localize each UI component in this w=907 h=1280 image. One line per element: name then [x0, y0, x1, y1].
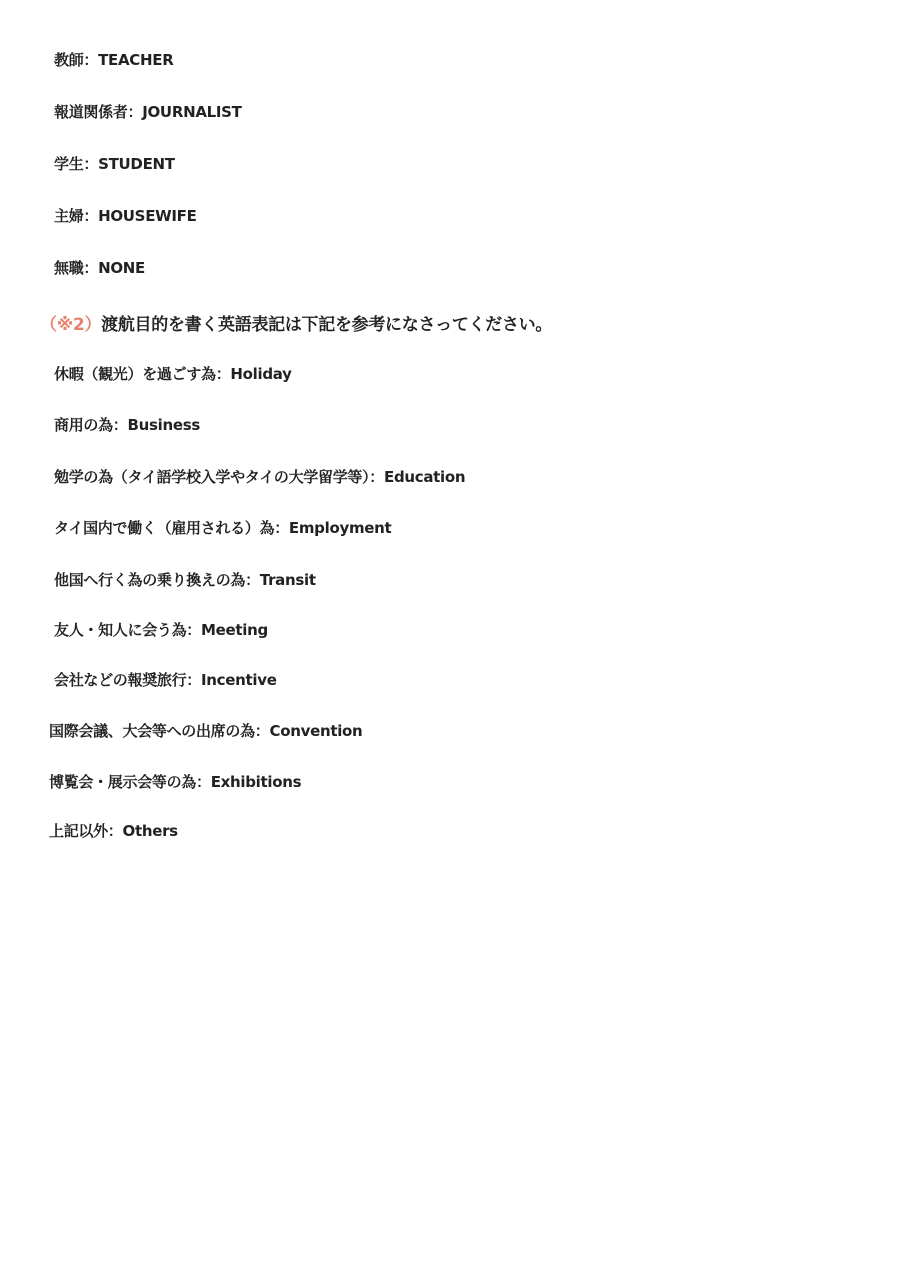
purpose-education: 勉学の為（タイ語学校入学やタイの大学留学等）：Education	[54, 468, 466, 486]
note-2-text: 渡航目的を書く英語表記は下記を参考になさってください。	[101, 315, 553, 335]
note-2-mark: （※2）	[40, 315, 102, 335]
occupation-student: 学生：STUDENT	[54, 155, 175, 173]
purpose-meeting: 友人・知人に会う為：Meeting	[54, 621, 268, 639]
purpose-employment: タイ国内で働く（雇用される）為：Employment	[54, 519, 392, 537]
occupation-housewife: 主婦：HOUSEWIFE	[54, 207, 197, 225]
purpose-convention: 国際会議、大会等への出席の為：Convention	[49, 722, 363, 740]
purpose-incentive: 会社などの報奨旅行：Incentive	[54, 671, 277, 689]
purpose-business: 商用の為：Business	[54, 416, 200, 434]
occupation-none: 無職：NONE	[54, 259, 146, 277]
occupation-teacher: 教師：TEACHER	[54, 51, 174, 69]
purpose-others: 上記以外：Others	[49, 822, 178, 840]
purpose-holiday: 休暇（観光）を過ごす為：Holiday	[54, 365, 292, 383]
purpose-transit: 他国へ行く為の乗り換えの為：Transit	[54, 571, 316, 589]
purpose-exhibitions: 博覧会・展示会等の為：Exhibitions	[49, 773, 302, 791]
note-2-heading	[40, 310, 552, 335]
occupation-journalist: 報道関係者：JOURNALIST	[54, 103, 242, 121]
